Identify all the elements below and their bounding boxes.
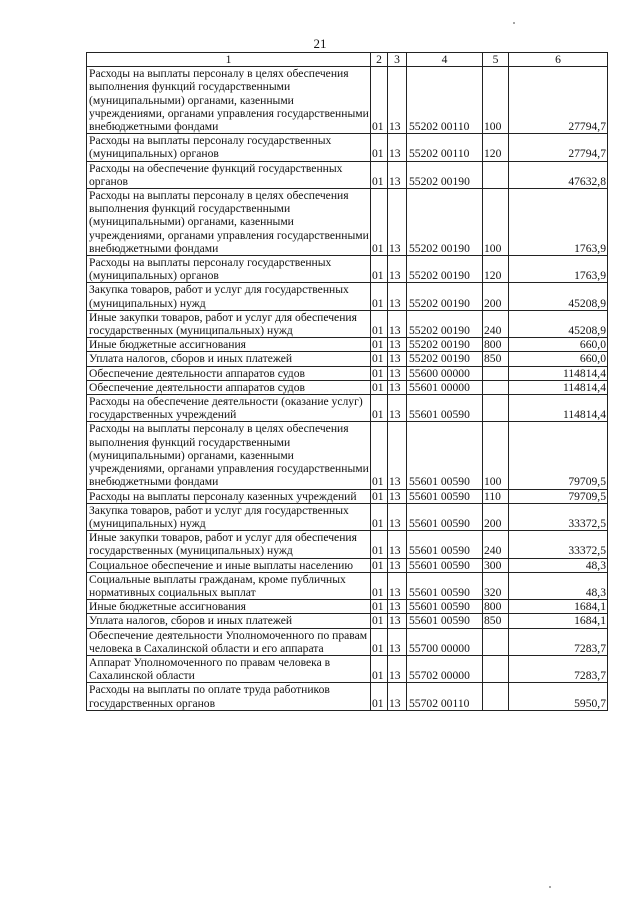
section-code: 01	[371, 189, 388, 256]
subsection-code: 13	[388, 134, 407, 161]
expense-type-code: 120	[483, 256, 509, 283]
subsection-code: 13	[388, 489, 407, 503]
subsection-code: 13	[388, 422, 407, 489]
table-row	[87, 134, 608, 161]
table-row	[87, 189, 608, 256]
expense-type-code: 200	[483, 283, 509, 310]
amount: 33372,5	[509, 503, 608, 530]
amount: 7283,7	[509, 628, 608, 655]
row-description: Расходы на обеспечение функций государственных органов	[87, 161, 371, 188]
table-row	[87, 614, 608, 628]
section-code: 01	[371, 489, 388, 503]
expense-type-code: 800	[483, 338, 509, 352]
table-row	[87, 67, 608, 134]
row-description: Расходы на выплаты по оплате труда работников государственных органов	[87, 683, 371, 710]
row-description: Расходы на выплаты персоналу государственных (муниципальных) органов	[87, 134, 371, 161]
subsection-code: 13	[388, 352, 407, 366]
column-header: 3	[388, 53, 407, 67]
table-row	[87, 366, 608, 380]
scan-speck	[549, 886, 551, 888]
table-row	[87, 572, 608, 599]
table-row	[87, 283, 608, 310]
expense-type-code: 100	[483, 67, 509, 134]
expense-type-code	[483, 395, 509, 422]
amount: 27794,7	[509, 67, 608, 134]
amount: 1763,9	[509, 256, 608, 283]
section-code: 01	[371, 338, 388, 352]
expense-type-code: 800	[483, 600, 509, 614]
section-code: 01	[371, 67, 388, 134]
table-row	[87, 395, 608, 422]
row-description: Иные бюджетные ассигнования	[87, 338, 371, 352]
section-code: 01	[371, 628, 388, 655]
expense-type-code	[483, 161, 509, 188]
target-article-code: 55601 00590	[407, 489, 483, 503]
target-article-code: 55601 00590	[407, 558, 483, 572]
table-row	[87, 352, 608, 366]
column-header: 1	[87, 53, 371, 67]
expense-type-code: 240	[483, 531, 509, 558]
section-code: 01	[371, 395, 388, 422]
section-code: 01	[371, 683, 388, 710]
column-header: 2	[371, 53, 388, 67]
target-article-code: 55202 00190	[407, 338, 483, 352]
scan-speck	[513, 22, 515, 24]
amount: 1684,1	[509, 614, 608, 628]
subsection-code: 13	[388, 395, 407, 422]
expense-type-code: 200	[483, 503, 509, 530]
row-description: Закупка товаров, работ и услуг для государственных (муниципальных) нужд	[87, 283, 371, 310]
expense-type-code: 100	[483, 189, 509, 256]
subsection-code: 13	[388, 628, 407, 655]
target-article-code: 55202 00110	[407, 67, 483, 134]
target-article-code: 55202 00110	[407, 134, 483, 161]
table-row	[87, 161, 608, 188]
table-row	[87, 380, 608, 394]
expense-type-code: 240	[483, 310, 509, 337]
section-code: 01	[371, 134, 388, 161]
table-row	[87, 338, 608, 352]
subsection-code: 13	[388, 283, 407, 310]
table-row	[87, 489, 608, 503]
expense-type-code	[483, 628, 509, 655]
subsection-code: 13	[388, 310, 407, 337]
target-article-code: 55600 00000	[407, 366, 483, 380]
amount: 7283,7	[509, 655, 608, 682]
section-code: 01	[371, 310, 388, 337]
target-article-code: 55601 00590	[407, 422, 483, 489]
target-article-code: 55202 00190	[407, 310, 483, 337]
budget-table	[86, 52, 608, 711]
subsection-code: 13	[388, 531, 407, 558]
column-header: 6	[509, 53, 608, 67]
expense-type-code: 100	[483, 422, 509, 489]
row-description: Уплата налогов, сборов и иных платежей	[87, 614, 371, 628]
table-row	[87, 655, 608, 682]
amount: 48,3	[509, 558, 608, 572]
target-article-code: 55702 00000	[407, 655, 483, 682]
row-description: Уплата налогов, сборов и иных платежей	[87, 352, 371, 366]
column-header: 5	[483, 53, 509, 67]
row-description: Расходы на выплаты персоналу казенных учреждений	[87, 489, 371, 503]
subsection-code: 13	[388, 189, 407, 256]
table-row	[87, 600, 608, 614]
subsection-code: 13	[388, 614, 407, 628]
section-code: 01	[371, 531, 388, 558]
amount: 45208,9	[509, 283, 608, 310]
subsection-code: 13	[388, 67, 407, 134]
subsection-code: 13	[388, 366, 407, 380]
target-article-code: 55601 00590	[407, 600, 483, 614]
table-row	[87, 310, 608, 337]
target-article-code: 55601 00590	[407, 395, 483, 422]
expense-type-code	[483, 366, 509, 380]
section-code: 01	[371, 283, 388, 310]
amount: 27794,7	[509, 134, 608, 161]
row-description: Расходы на выплаты персоналу государственных (муниципальных) органов	[87, 256, 371, 283]
target-article-code: 55601 00000	[407, 380, 483, 394]
amount: 660,0	[509, 338, 608, 352]
row-description: Иные закупки товаров, работ и услуг для обеспечения государственных (муниципальных) нужд	[87, 531, 371, 558]
expense-type-code: 300	[483, 558, 509, 572]
subsection-code: 13	[388, 338, 407, 352]
subsection-code: 13	[388, 572, 407, 599]
subsection-code: 13	[388, 256, 407, 283]
page-number: 21	[313, 36, 327, 51]
section-code: 01	[371, 380, 388, 394]
table-row	[87, 558, 608, 572]
amount: 114814,4	[509, 380, 608, 394]
amount: 79709,5	[509, 422, 608, 489]
target-article-code: 55700 00000	[407, 628, 483, 655]
table-row	[87, 531, 608, 558]
section-code: 01	[371, 366, 388, 380]
table-row	[87, 683, 608, 710]
section-code: 01	[371, 600, 388, 614]
target-article-code: 55202 00190	[407, 256, 483, 283]
amount: 45208,9	[509, 310, 608, 337]
target-article-code: 55202 00190	[407, 161, 483, 188]
subsection-code: 13	[388, 655, 407, 682]
row-description: Социальные выплаты гражданам, кроме публичных нормативных социальных выплат	[87, 572, 371, 599]
table-header-row	[87, 53, 608, 67]
target-article-code: 55601 00590	[407, 531, 483, 558]
row-description: Иные бюджетные ассигнования	[87, 600, 371, 614]
amount: 47632,8	[509, 161, 608, 188]
amount: 48,3	[509, 572, 608, 599]
target-article-code: 55601 00590	[407, 503, 483, 530]
table-row	[87, 628, 608, 655]
section-code: 01	[371, 572, 388, 599]
subsection-code: 13	[388, 380, 407, 394]
row-description: Расходы на выплаты персоналу в целях обеспечения выполнения функций государственными (муниципальными) органами, казенными учреждениями, органами управления государственными внебюджетными фондами	[87, 422, 371, 489]
table-row	[87, 422, 608, 489]
subsection-code: 13	[388, 503, 407, 530]
expense-type-code: 320	[483, 572, 509, 599]
section-code: 01	[371, 655, 388, 682]
table-row	[87, 503, 608, 530]
expense-type-code	[483, 683, 509, 710]
expense-type-code: 120	[483, 134, 509, 161]
target-article-code: 55202 00190	[407, 352, 483, 366]
subsection-code: 13	[388, 600, 407, 614]
row-description: Иные закупки товаров, работ и услуг для обеспечения государственных (муниципальных) нужд	[87, 310, 371, 337]
subsection-code: 13	[388, 558, 407, 572]
row-description: Аппарат Уполномоченного по правам человека в Сахалинской области	[87, 655, 371, 682]
expense-type-code	[483, 380, 509, 394]
amount: 114814,4	[509, 366, 608, 380]
target-article-code: 55601 00590	[407, 614, 483, 628]
section-code: 01	[371, 422, 388, 489]
target-article-code: 55601 00590	[407, 572, 483, 599]
row-description: Обеспечение деятельности аппаратов судов	[87, 366, 371, 380]
row-description: Обеспечение деятельности Уполномоченного по правам человека в Сахалинской области и его аппарата	[87, 628, 371, 655]
expense-type-code: 850	[483, 352, 509, 366]
expense-type-code	[483, 655, 509, 682]
column-header: 4	[407, 53, 483, 67]
target-article-code: 55202 00190	[407, 283, 483, 310]
subsection-code: 13	[388, 683, 407, 710]
row-description: Социальное обеспечение и иные выплаты населению	[87, 558, 371, 572]
row-description: Расходы на выплаты персоналу в целях обеспечения выполнения функций государственными (муниципальными) органами, казенными учреждениями, органами управления государственными внебюджетными фондами	[87, 189, 371, 256]
expense-type-code: 850	[483, 614, 509, 628]
amount: 1763,9	[509, 189, 608, 256]
subsection-code: 13	[388, 161, 407, 188]
section-code: 01	[371, 503, 388, 530]
expense-type-code: 110	[483, 489, 509, 503]
section-code: 01	[371, 558, 388, 572]
amount: 114814,4	[509, 395, 608, 422]
section-code: 01	[371, 161, 388, 188]
target-article-code: 55202 00190	[407, 189, 483, 256]
table-row	[87, 256, 608, 283]
amount: 5950,7	[509, 683, 608, 710]
amount: 660,0	[509, 352, 608, 366]
target-article-code: 55702 00110	[407, 683, 483, 710]
row-description: Расходы на обеспечение деятельности (оказание услуг) государственных учреждений	[87, 395, 371, 422]
row-description: Расходы на выплаты персоналу в целях обеспечения выполнения функций государственными (муниципальными) органами, казенными учреждениями, органами управления государственными внебюджетными фондами	[87, 67, 371, 134]
amount: 1684,1	[509, 600, 608, 614]
amount: 33372,5	[509, 531, 608, 558]
section-code: 01	[371, 352, 388, 366]
row-description: Обеспечение деятельности аппаратов судов	[87, 380, 371, 394]
amount: 79709,5	[509, 489, 608, 503]
section-code: 01	[371, 614, 388, 628]
section-code: 01	[371, 256, 388, 283]
row-description: Закупка товаров, работ и услуг для государственных (муниципальных) нужд	[87, 503, 371, 530]
